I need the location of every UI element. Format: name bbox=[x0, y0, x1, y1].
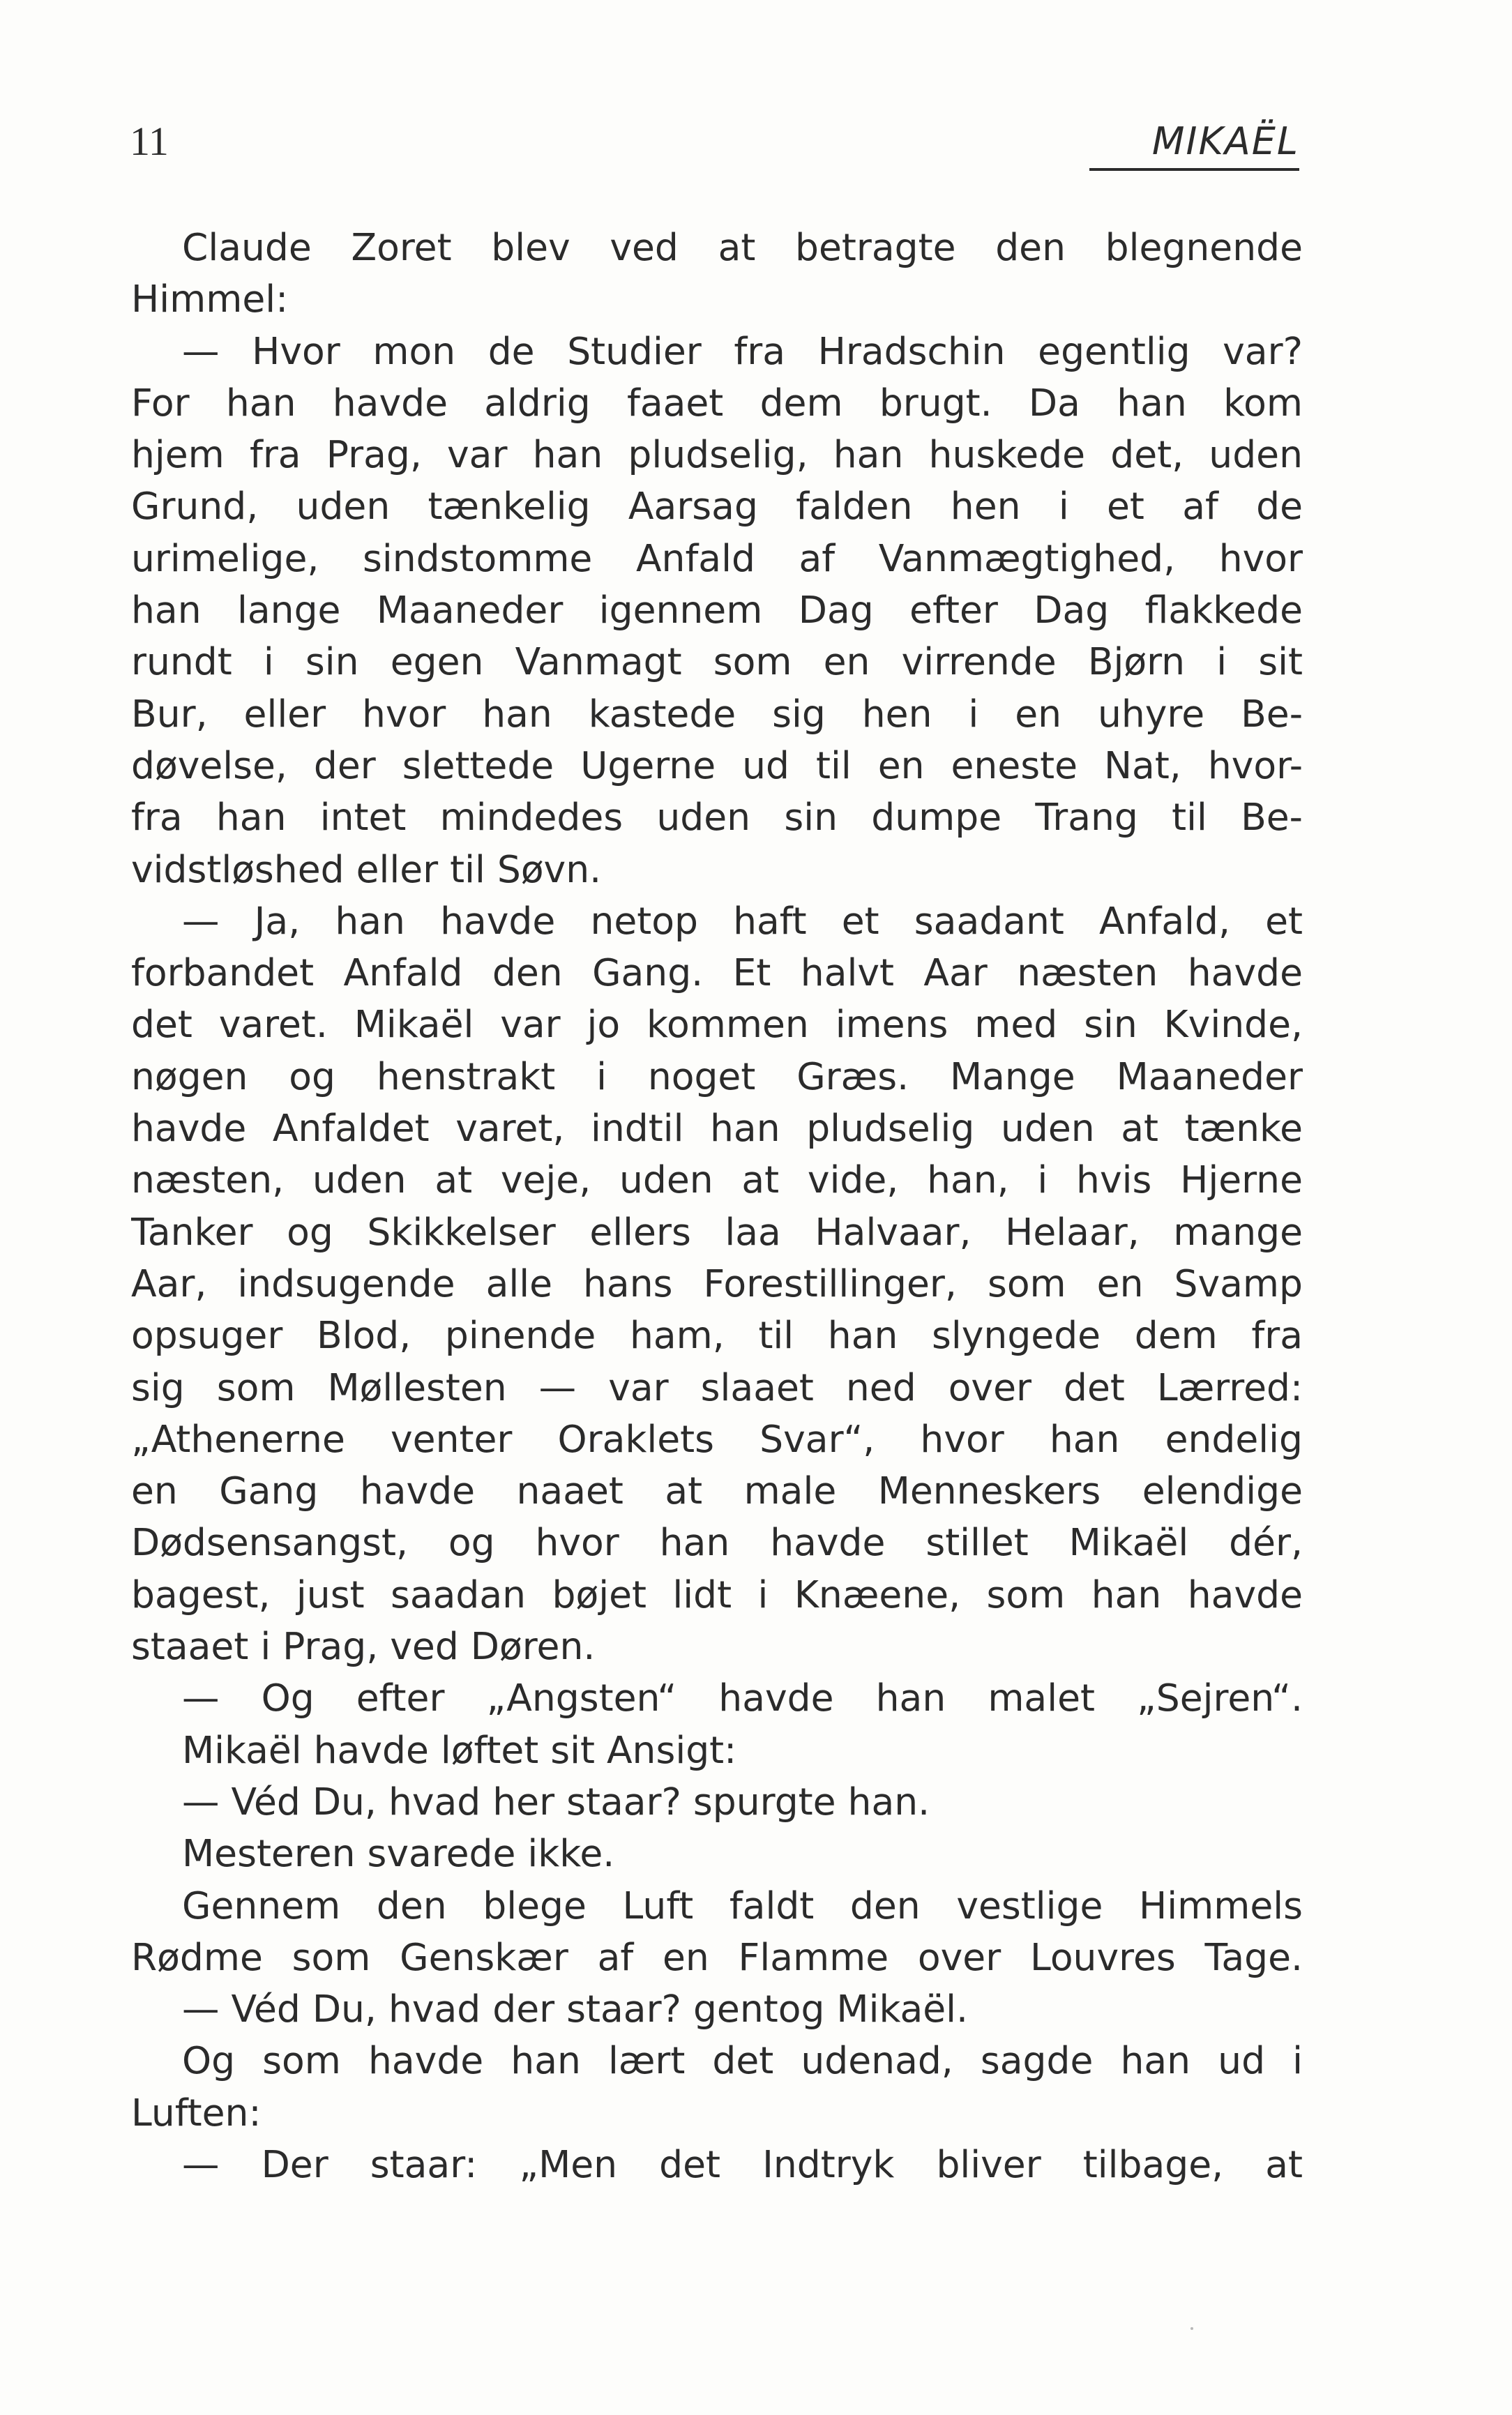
text-line: det varet. Mikaël var jo kommen imens med sin Kvinde, bbox=[131, 1002, 1303, 1047]
text-line: — Véd Du, hvad der staar? gentog Mikaël. bbox=[182, 1987, 969, 2031]
text-line: forbandet Anfald den Gang. Et halvt Aar næsten havde bbox=[131, 951, 1303, 995]
text-line: — Hvor mon de Studier fra Hradschin egentlig var? bbox=[182, 328, 1303, 373]
text-line: sig som Møllesten — var slaaet ned over det Lærred: bbox=[131, 1365, 1303, 1409]
text-line: døvelse, der slettede Ugerne ud til en eneste Nat, hvor- bbox=[131, 743, 1303, 787]
text-line: Grund, uden tænkelig Aarsag falden hen i et af de bbox=[131, 484, 1303, 529]
text-line: urimelige, sindstomme Anfald af Vanmægtighed, hvor bbox=[131, 536, 1303, 580]
text-line: Dødsensangst, og hvor han havde stillet Mikaël dér, bbox=[131, 1520, 1303, 1565]
text-line: Gennem den blege Luft faldt den vestlige Himmels bbox=[182, 1883, 1303, 1928]
page-number: 11 bbox=[130, 119, 169, 164]
running-title: MIKAËL bbox=[1151, 119, 1299, 163]
running-title-underline bbox=[1089, 168, 1299, 171]
text-line: næsten, uden at veje, uden at vide, han, i hvis Hjerne bbox=[131, 1158, 1303, 1202]
text-line: Himmel: bbox=[131, 277, 289, 321]
text-line: Rødme som Genskær af en Flamme over Louvres Tage. bbox=[131, 1935, 1303, 1979]
text-line: Claude Zoret blev ved at betragte den blegnende bbox=[182, 225, 1303, 269]
text-line: han lange Maaneder igennem Dag efter Dag flakkede bbox=[131, 588, 1303, 633]
text-line: vidstløshed eller til Søvn. bbox=[131, 847, 602, 891]
text-line: „Athenerne venter Oraklets Svar“, hvor han endelig bbox=[131, 1416, 1303, 1461]
text-line: fra han intet mindedes uden sin dumpe Trang til Be- bbox=[131, 795, 1303, 840]
text-line: rundt i sin egen Vanmagt som en virrende Bjørn i sit bbox=[131, 639, 1303, 684]
text-line: Og som havde han lært det udenad, sagde han ud i bbox=[182, 2038, 1303, 2083]
text-line: — Véd Du, hvad her staar? spurgte han. bbox=[182, 1779, 930, 1824]
text-line: Luften: bbox=[131, 2090, 262, 2135]
text-line: Mikaël havde løftet sit Ansigt: bbox=[182, 1727, 737, 1772]
body-text bbox=[131, 222, 1303, 2190]
text-line: staaet i Prag, ved Døren. bbox=[131, 1624, 596, 1669]
text-line: Bur, eller hvor han kastede sig hen i en uhyre Be- bbox=[131, 691, 1303, 736]
text-line: — Og efter „Angsten“ havde han malet „Sejren“. bbox=[182, 1676, 1303, 1720]
text-line: hjem fra Prag, var han pludselig, han huskede det, uden bbox=[131, 432, 1303, 477]
text-line: Tanker og Skikkelser ellers laa Halvaar, Helaar, mange bbox=[131, 1209, 1303, 1254]
paper-speck bbox=[1190, 2327, 1193, 2330]
text-line: Mesteren svarede ikke. bbox=[182, 1831, 615, 1876]
text-line: bagest, just saadan bøjet lidt i Knæene, som han havde bbox=[131, 1572, 1303, 1617]
text-line: nøgen og henstrakt i noget Græs. Mange Maaneder bbox=[131, 1054, 1303, 1098]
text-line: For han havde aldrig faaet dem brugt. Da han kom bbox=[131, 380, 1303, 425]
text-line: havde Anfaldet varet, indtil han pludselig uden at tænke bbox=[131, 1106, 1303, 1151]
text-line: en Gang havde naaet at male Menneskers elendige bbox=[131, 1469, 1303, 1513]
text-line: — Der staar: „Men det Indtryk bliver tilbage, at bbox=[182, 2142, 1303, 2186]
text-line: opsuger Blod, pinende ham, til han slyngede dem fra bbox=[131, 1313, 1303, 1358]
text-line: — Ja, han havde netop haft et saadant Anfald, et bbox=[182, 898, 1303, 943]
text-line: Aar, indsugende alle hans Forestillinger, som en Svamp bbox=[131, 1261, 1303, 1305]
